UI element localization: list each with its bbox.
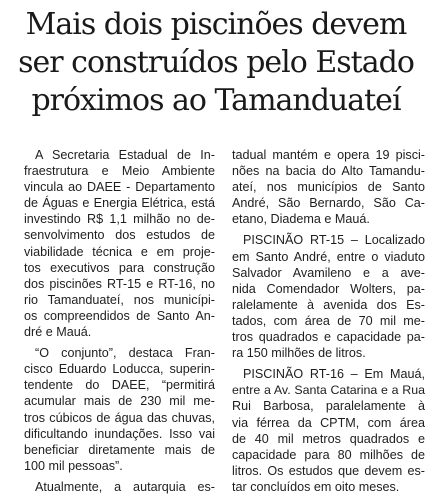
text-line: entre a Av. Santa Catarina e a Rua <box>232 383 425 398</box>
text-line: dificultando inundações. Isso vai <box>24 426 215 441</box>
text-line: cisco Eduardo Loducca, superin- <box>24 362 215 377</box>
text-line: fraestrutura e Meio Ambiente <box>24 164 215 179</box>
text-line: de 40 mil metros quadrados e <box>232 431 425 446</box>
text-line: nões na bacia do Alto Tamandu- <box>232 164 425 179</box>
text-line: os compreendidos de Santo An- <box>24 308 215 323</box>
headline-line-1: Mais dois piscinões devem <box>25 7 407 42</box>
text-line: André, São Bernardo, São Ca- <box>232 196 425 211</box>
text-line: tros cúbicos de água das chuvas, <box>24 410 215 425</box>
text-line: acumular mais de 230 mil me- <box>24 394 215 409</box>
headline-line-2: ser construídos pelo Estado <box>18 45 414 80</box>
text-line: capacidade para 80 milhões de <box>232 447 425 462</box>
headline <box>0 6 432 120</box>
text-line: tar concluídos em oito meses. <box>232 479 400 494</box>
text-line: etano, Diadema e Mauá. <box>232 212 370 227</box>
text-line: viabilidade técnica e em proje- <box>24 244 215 259</box>
text-line: “O conjunto”, destaca Fran- <box>35 346 215 361</box>
text-line: litros. Os estudos que devem es- <box>232 463 425 478</box>
text-line: Salvador Avamileno e a ave- <box>232 265 425 280</box>
text-line: tros quadrados e capacidade pa- <box>232 330 425 345</box>
text-line: tados, com área de 70 mil me- <box>232 313 425 328</box>
article-left-column <box>24 147 215 495</box>
text-line: ralelamente à avenida dos Es- <box>232 297 425 312</box>
text-line: dos piscinões RT-15 e RT-16, no <box>24 276 215 291</box>
text-line: tendente do DAEE, “permitirá <box>24 378 215 393</box>
text-line: beneficiar diretamente mais de <box>24 442 215 457</box>
text-line: tadual mantém e opera 19 pisci- <box>232 148 425 162</box>
headline-line-3: próximos ao Tamanduateí <box>31 83 401 118</box>
text-line: de Águas e Energia Elétrica, está <box>24 196 215 211</box>
text-line: em Santo André, entre o viaduto <box>232 249 425 264</box>
text-line: dré e Mauá. <box>24 325 92 340</box>
text-line: ra 150 milhões de litros. <box>232 346 366 361</box>
text-line: tos executivos para construção <box>24 260 215 275</box>
text-line: 100 mil pessoas”. <box>24 458 123 473</box>
text-line: nida Comendador Wolters, pa- <box>232 281 425 296</box>
text-line: rio Tamanduateí, nos municípi- <box>24 292 215 307</box>
text-line: Atualmente, a autarquia es- <box>35 479 215 494</box>
text-line: ateí, nos municípios de Santo <box>232 180 425 195</box>
article-right-column <box>232 147 425 495</box>
text-line: A Secretaria Estadual de In- <box>35 148 215 162</box>
text-line: via férrea da CPTM, com área <box>232 415 425 430</box>
text-line: PISCINÃO RT-15 – Localizado <box>243 233 425 248</box>
text-line: investindo R$ 1,1 milhão no de- <box>24 212 215 227</box>
text-line: senvolvimento dos estudos de <box>24 228 215 243</box>
text-line: Rui Barbosa, paralelamente à <box>232 399 425 414</box>
text-line: vincula ao DAEE - Departamento <box>24 180 215 195</box>
text-line: PISCINÃO RT-16 – Em Mauá, <box>243 367 425 382</box>
